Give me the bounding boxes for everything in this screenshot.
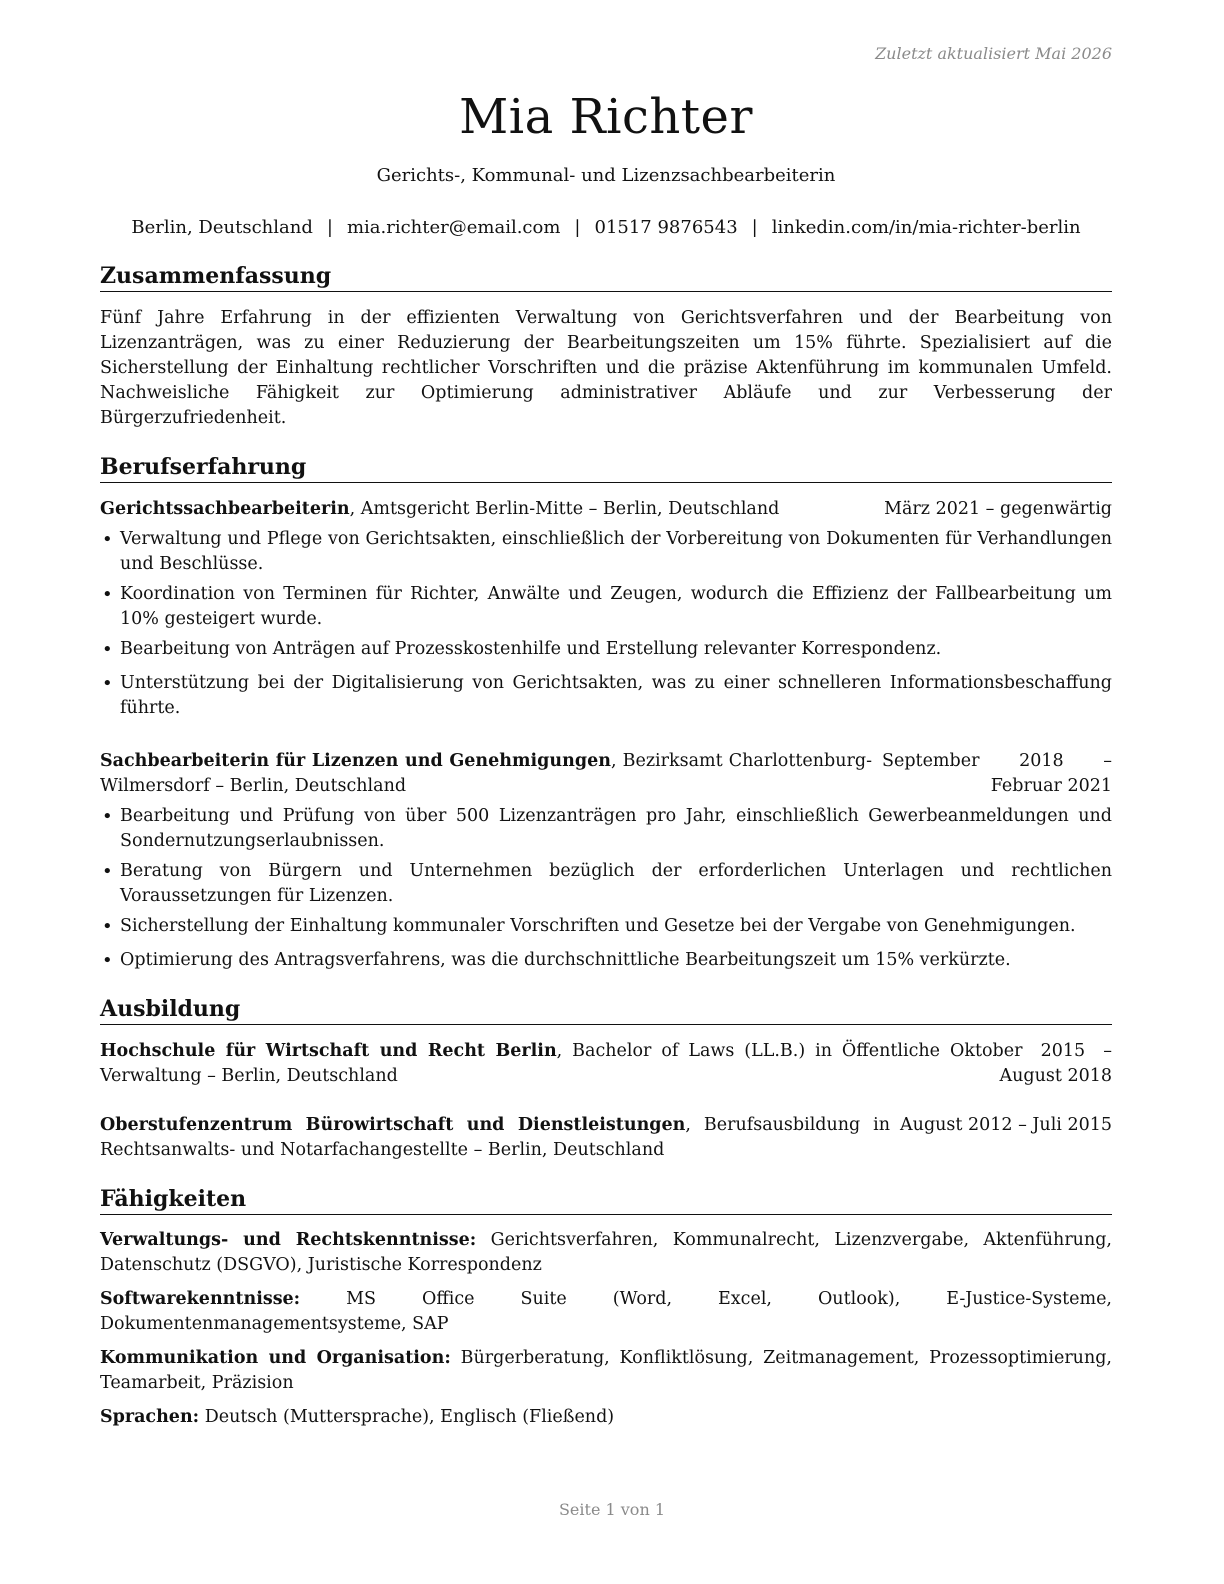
job-bullets bbox=[100, 804, 1112, 973]
summary-section bbox=[100, 262, 1112, 431]
job-heading bbox=[100, 497, 874, 522]
section-title-education: Ausbildung bbox=[100, 995, 1112, 1025]
education-entry bbox=[100, 1113, 1112, 1163]
section-title-skills: Fähigkeiten bbox=[100, 1185, 1112, 1215]
separator: | bbox=[326, 217, 333, 238]
job-heading bbox=[100, 749, 872, 799]
summary-text: Fünf Jahre Erfahrung in der effizienten Verwaltung von Gerichtsverfahren und der Bearbeitung von Lizenzanträgen, was zu einer Reduzierung der Bearbeitungszeiten um 15% führte. Spezialisiert auf die Sicherstellung der Einhaltung rechtlicher Vorschriften und die präzise Aktenführung im kommunalen Umfeld. Nachweisliche Fähigkeit zur Optimierung administrativer Abläufe und zur Verbesserung der Bürgerzufriedenheit. bbox=[100, 308, 1112, 428]
education-heading bbox=[100, 1039, 940, 1089]
contact-line bbox=[100, 216, 1112, 240]
job-entry bbox=[100, 497, 1112, 522]
skill-row bbox=[100, 1346, 1112, 1396]
skill-label: Sprachen: bbox=[100, 1407, 200, 1427]
skill-label: Softwarekenntnisse: bbox=[100, 1289, 301, 1309]
education-dates: Oktober 2015 – August 2018 bbox=[950, 1041, 1112, 1086]
section-title-experience: Berufserfahrung bbox=[100, 453, 1112, 483]
candidate-name: Mia Richter bbox=[459, 89, 753, 145]
skill-label: Kommunikation und Organisation: bbox=[100, 1348, 451, 1368]
bullet-item: • Bearbeitung und Prüfung von über 500 Lizenzanträgen pro Jahr, einschließlich Gewerbeanmeldungen und Sondernutzungserlaubnissen. bbox=[100, 804, 1112, 854]
headline: Gerichts-, Kommunal- und Lizenzsachbearbeiterin bbox=[376, 165, 836, 186]
job-dates: September 2018 – Februar 2021 bbox=[882, 751, 1112, 796]
bullet-item: • Bearbeitung von Anträgen auf Prozesskostenhilfe und Erstellung relevanter Korrespondenz. bbox=[100, 637, 1112, 662]
bullet-item: • Unterstützung bei der Digitalisierung von Gerichtsakten, was zu einer schnelleren Informationsbeschaffung führte. bbox=[100, 671, 1112, 721]
bullet-item: • Koordination von Terminen für Richter, Anwälte und Zeugen, wodurch die Effizienz der Fallbearbeitung um 10% gesteigert wurde. bbox=[100, 582, 1112, 632]
skill-text: Gerichtsverfahren, Kommunalrecht, Lizenzvergabe, Aktenführung, Datenschutz (DSGVO), Juristische Korrespondenz bbox=[100, 1230, 1112, 1275]
contact-linkedin[interactable]: linkedin.com/in/mia-richter-berlin bbox=[771, 217, 1081, 238]
job-org: , Bezirksamt Charlottenburg-Wilmersdorf – Berlin, Deutschland bbox=[100, 751, 872, 796]
education-school: Oberstufenzentrum Bürowirtschaft und Dienstleistungen bbox=[100, 1115, 686, 1135]
page-footer: Seite 1 von 1 bbox=[558, 1500, 666, 1519]
bullet-item: • Verwaltung und Pflege von Gerichtsakten, einschließlich der Vorbereitung von Dokumenten für Verhandlungen und Beschlüsse. bbox=[100, 527, 1112, 577]
experience-section bbox=[100, 453, 1112, 973]
skill-text: MS Office Suite (Word, Excel, Outlook), E-Justice-Systeme, Dokumentenmanagementsysteme, SAP bbox=[100, 1289, 1112, 1334]
education-section bbox=[100, 995, 1112, 1163]
education-school: Hochschule für Wirtschaft und Recht Berlin bbox=[100, 1041, 557, 1061]
skill-label: Verwaltungs- und Rechtskenntnisse: bbox=[100, 1230, 477, 1250]
education-detail: , Berufsausbildung in Rechtsanwalts- und Notarfachangestellte – Berlin, Deutschland bbox=[100, 1115, 891, 1160]
job-bullets bbox=[100, 527, 1112, 721]
contact-email[interactable]: mia.richter@email.com bbox=[346, 217, 561, 238]
bullet-item: • Optimierung des Antragsverfahrens, was die durchschnittliche Bearbeitungszeit um 15% verkürzte. bbox=[100, 948, 1112, 973]
section-title-summary: Zusammenfassung bbox=[100, 262, 1112, 292]
separator: | bbox=[751, 217, 758, 238]
contact-phone: 01517 9876543 bbox=[594, 217, 738, 238]
skill-row bbox=[100, 1405, 1112, 1430]
job-dates: März 2021 – gegenwärtig bbox=[884, 499, 1112, 519]
skill-text: Deutsch (Muttersprache), Englisch (Fließend) bbox=[199, 1407, 615, 1427]
contact-location: Berlin, Deutschland bbox=[131, 217, 313, 238]
skill-row bbox=[100, 1287, 1112, 1337]
education-detail: , Bachelor of Laws (LL.B.) in Öffentliche Verwaltung – Berlin, Deutschland bbox=[100, 1041, 940, 1086]
education-dates: August 2012 – Juli 2015 bbox=[900, 1115, 1112, 1135]
separator: | bbox=[574, 217, 581, 238]
last-updated: Zuletzt aktualisiert Mai 2026 bbox=[875, 44, 1112, 63]
bullet-item: • Beratung von Bürgern und Unternehmen bezüglich der erforderlichen Unterlagen und rechtlichen Voraussetzungen für Lizenzen. bbox=[100, 859, 1112, 909]
skills-section bbox=[100, 1185, 1112, 1430]
job-role: Sachbearbeiterin für Lizenzen und Genehmigungen bbox=[100, 751, 611, 771]
job-org: , Amtsgericht Berlin-Mitte – Berlin, Deutschland bbox=[349, 499, 780, 519]
education-heading bbox=[100, 1113, 890, 1163]
job-role: Gerichtssachbearbeiterin bbox=[100, 499, 350, 519]
job-entry bbox=[100, 749, 1112, 799]
skill-row bbox=[100, 1228, 1112, 1278]
skills-list bbox=[100, 1228, 1112, 1430]
education-entry bbox=[100, 1039, 1112, 1089]
bullet-item: • Sicherstellung der Einhaltung kommunaler Vorschriften und Gesetze bei der Vergabe von Genehmigungen. bbox=[100, 914, 1112, 939]
skill-text: Bürgerberatung, Konfliktlösung, Zeitmanagement, Prozessoptimierung, Teamarbeit, Präzision bbox=[100, 1348, 1112, 1393]
